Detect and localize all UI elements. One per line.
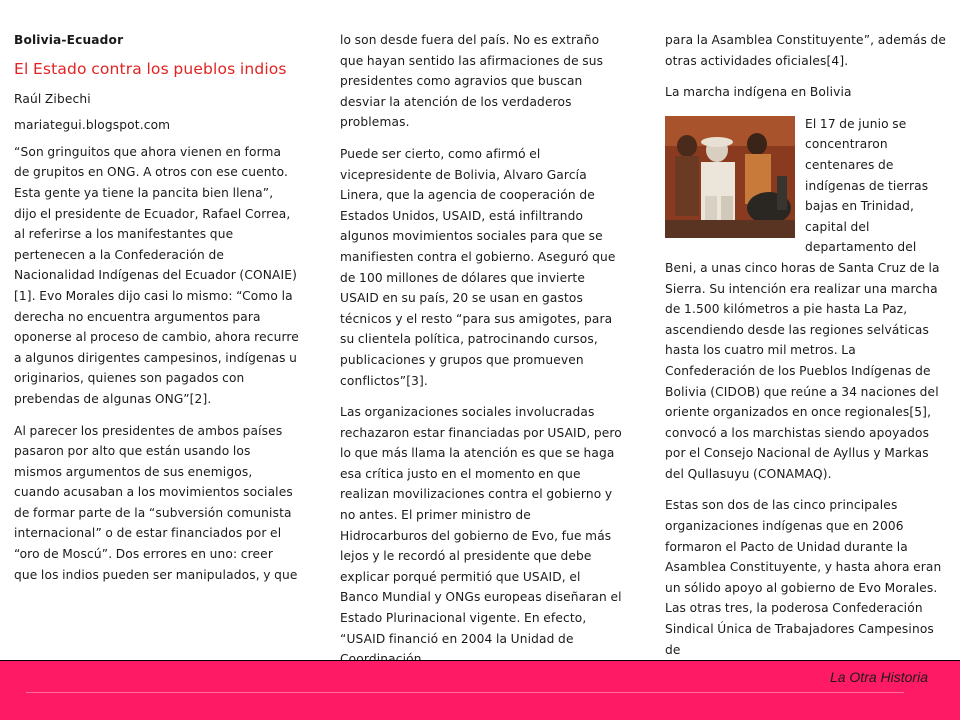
mural-painting-image xyxy=(665,116,795,238)
article-headline: El Estado contra los pueblos indios xyxy=(14,59,287,78)
section-title: La marcha indígena en Bolivia xyxy=(665,85,852,100)
paragraph: Puede ser cierto, como afirmó el vicepresidente de Bolivia, Alvaro García Linera, que la agencia de cooperación de Estados Unidos, USAID, está infiltrando algunos movimientos sociales para que se manifiesten contra el gobierno. Aseguró que de 100 millones de dólares que invierte USAID en su país, 20 se usan en gastos técnicos y el resto “para sus amigotes, para su clientela política, patrocinando cursos, publicaciones y grupos que promueven conflictos”[3]. xyxy=(340,146,616,388)
footer-rule xyxy=(26,692,904,693)
mural-painting-illustration xyxy=(665,116,795,238)
article-source: mariategui.blogspot.com xyxy=(14,118,171,133)
footer-title: La Otra Historia xyxy=(829,669,928,685)
paragraph: para la Asamblea Constituyente”, además de otras actividades oficiales[4]. xyxy=(665,33,947,68)
column-2 xyxy=(340,30,622,681)
column-3 xyxy=(665,30,947,671)
paragraph: lo son desde fuera del país. No es extraño que hayan sentido las afirmaciones de sus presidentes como agravios que buscan desviar la atención de los verdaderos problemas. xyxy=(340,33,604,130)
article-author: Raúl Zibechi xyxy=(14,91,91,106)
footer-divider xyxy=(0,660,960,661)
paragraph: Estas son dos de las cinco principales organizaciones indígenas que en 2006 formaron el Pacto de Unidad durante la Asamblea Constituyente, y hasta ahora eran un sólido apoyo al gobierno de Evo Morales. Las otras tres, la poderosa Confederación Sindical Única de Trabajadores Campesinos de xyxy=(665,498,942,657)
paragraph-with-image xyxy=(665,114,947,485)
footer-band xyxy=(0,660,960,720)
paragraph-text: El 17 de junio se concentraron centenares de indígenas de tierras bajas en Trinidad, capital del departamento del Beni, a unas cinco horas de Santa Cruz de la Sierra. Su intención era realizar una marcha de 1.500 kilómetros a pie hasta La Paz, ascendiendo desde las regiones selváticas hasta los cuatro mil metros. La Confederación de los Pueblos Indígenas de Bolivia (CIDOB) que reúne a 34 naciones del oriente organizados en once regionales[5], convocó a los marchistas siendo apoyados por el Consejo Nacional de Ayllus y Markas del Qullasuyu (CONAMAQ). xyxy=(665,116,940,481)
paragraph: “Son gringuitos que ahora vienen en forma de grupitos en ONG. A otros con ese cuento. Esta gente ya tiene la pancita bien llena”, dijo el presidente de Ecuador, Rafael Correa, al referirse a los manifestantes que pertenecen a la Confederación de Nacionalidad Indígenas del Ecuador (CONAIE)[1]. Evo Morales dijo casi lo mismo: “Como la derecha no encuentra argumentos para oponerse al proceso de cambio, ahora recurre a algunos dirigentes campesinos, indígenas u originarios, quienes son pagados con prebendas de algunas ONG”[2]. xyxy=(14,144,299,406)
paragraph: Al parecer los presidentes de ambos países pasaron por alto que están usando los mismos argumentos de sus enemigos, cuando acusaban a los movimientos sociales de formar parte de la “subversión comunista internacional” o de estar financiados por el “oro de Moscú”. Dos errores en uno: creer que los indios pueden ser manipulados, y que xyxy=(14,423,298,582)
column-1 xyxy=(14,30,299,596)
article-kicker: Bolivia-Ecuador xyxy=(14,33,124,47)
paragraph: Las organizaciones sociales involucradas rechazaron estar financiadas por USAID, pero lo que más llama la atención es que se haga esa crítica justo en el momento en que realizan movilizaciones contra el gobierno y no antes. El primer ministro de Hidrocarburos del gobierno de Evo, fue más lejos y le recordó al presidente que debe explicar porqué permitió que USAID, el Banco Mundial y ONGs europeas diseñaran el Estado Plurinacional vigente. En efecto, “USAID financió en 2004 la Unidad de xyxy=(340,405,622,646)
